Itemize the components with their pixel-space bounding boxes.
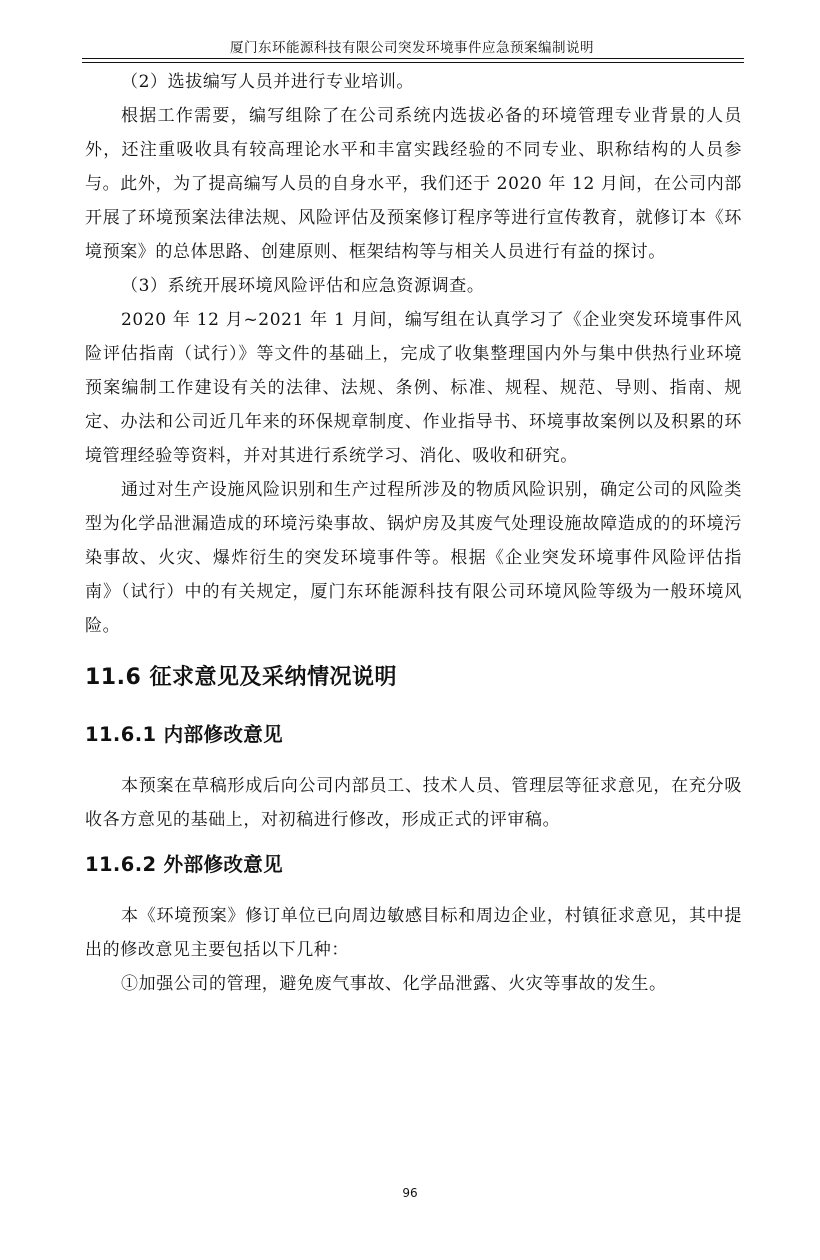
page-header-title: 厦门东环能源科技有限公司突发环境事件应急预案编制说明 xyxy=(230,40,594,56)
list-item-3: （3）系统开展环境风险评估和应急资源调查。 xyxy=(121,276,485,296)
subsection-heading-11-6-2: 11.6.2 外部修改意见 xyxy=(85,853,284,876)
paragraph-1: 根据工作需要，编写组除了在公司系统内选拔必备的环境管理专业背景的人员外，还注重吸收具有较高理论水平和丰富实践经验的不同专业、职称结构的人员参与。此外，为了提高编写人员的自身水平，我们还于 2020 年 12 月间，在公司内部开展了环境预案法律法规、风险评估及预案修订程序等进行宣传教育，就修订本《环境预案》的总体思路、创建原则、框架结构等与相关人员进行有益的探讨。 xyxy=(85,106,742,262)
page-number: 96 xyxy=(402,1186,418,1200)
paragraph-2: 2020 年 12 月~2021 年 1 月间，编写组在认真学习了《企业突发环境事件风险评估指南（试行）》等文件的基础上，完成了收集整理国内外与集中供热行业环境预案编制工作建设有关的法律、法规、条例、标准、规程、规范、导则、指南、规定、办法和公司近几年来的环保规章制度、作业指导书、环境事故案例以及积累的环境管理经验等资料，并对其进行系统学习、消化、吸收和研究。 xyxy=(85,310,742,466)
header-rule-thin xyxy=(82,62,744,63)
header-rule-thick xyxy=(82,58,744,59)
paragraph-4: 本预案在草稿形成后向公司内部员工、技术人员、管理层等征求意见，在充分吸收各方意见的基础上，对初稿进行修改，形成正式的评审稿。 xyxy=(85,776,742,830)
subsection-heading-11-6-1: 11.6.1 内部修改意见 xyxy=(85,723,284,746)
section-heading-11-6: 11.6 征求意见及采纳情况说明 xyxy=(85,665,397,690)
paragraph-3: 通过对生产设施风险识别和生产过程所涉及的物质风险识别，确定公司的风险类型为化学品泄漏造成的环境污染事故、锅炉房及其废气处理设施故障造成的的环境污染事故、火灾、爆炸衍生的突发环境事件等。根据《企业突发环境事件风险评估指南》（试行）中的有关规定，厦门东环能源科技有限公司环境风险等级为一般环境风险。 xyxy=(85,480,742,636)
list-item-2: （2）选拔编写人员并进行专业培训。 xyxy=(121,72,415,92)
document-body xyxy=(85,65,742,1001)
paragraph-5: 本《环境预案》修订单位已向周边敏感目标和周边企业，村镇征求意见，其中提出的修改意见主要包括以下几种： xyxy=(85,906,742,960)
list-item-circled-1: ①加强公司的管理，避免废气事故、化学品泄露、火灾等事故的发生。 xyxy=(121,974,667,994)
